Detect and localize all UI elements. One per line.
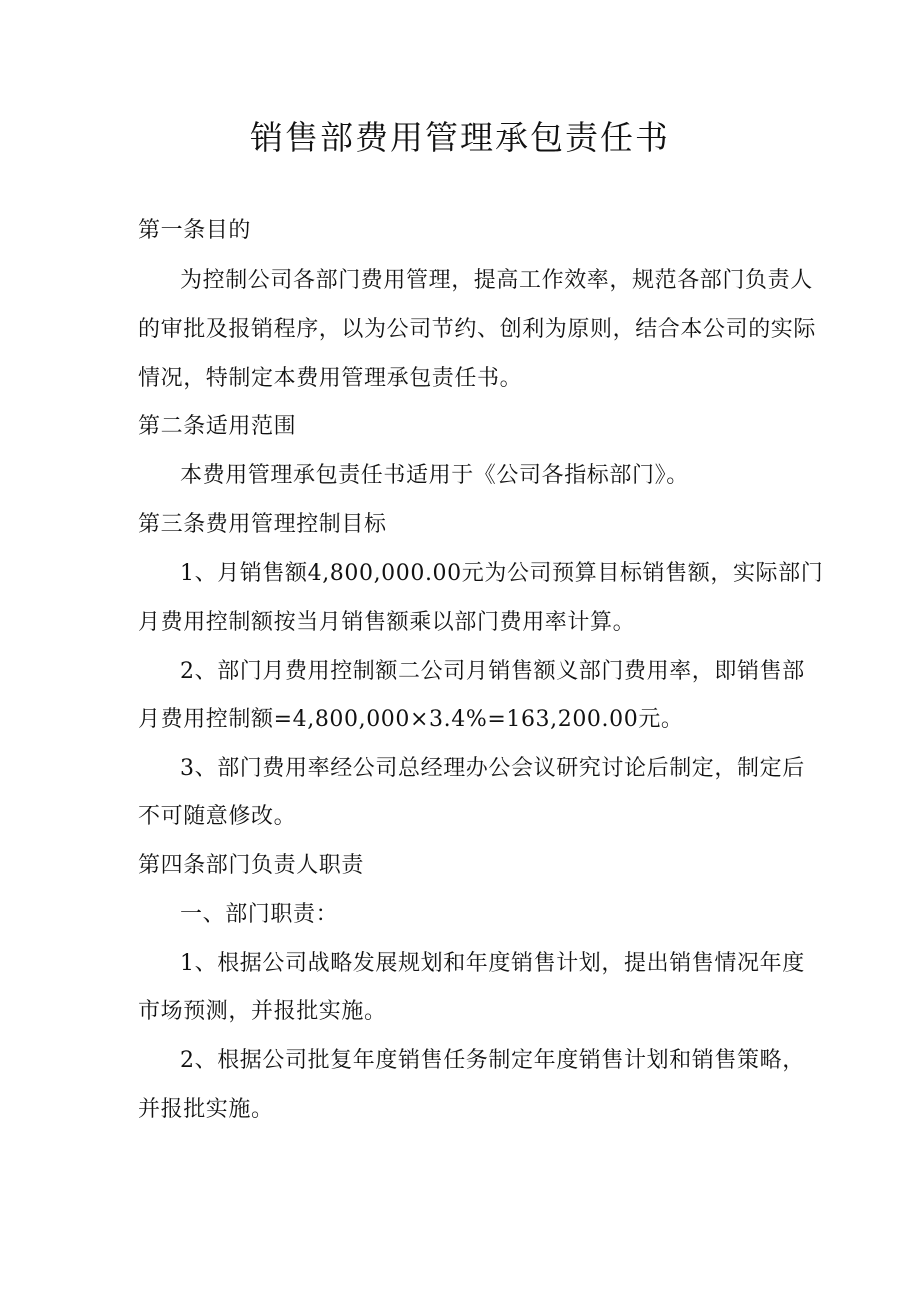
paragraph-line: 1、根据公司战略发展规划和年度销售计划，提出销售情况年度 <box>180 951 805 976</box>
paragraph-line: 为控制公司各部门费用管理，提高工作效率，规范各部门负责人 <box>180 268 813 293</box>
section-heading-3: 第三条费用管理控制目标 <box>138 512 387 537</box>
paragraph-line: 2、部门月费用控制额二公司月销售额义部门费用率，即销售部 <box>180 659 805 684</box>
paragraph-line: 市场预测，并报批实施。 <box>138 999 387 1024</box>
section-heading-1: 第一条目的 <box>138 218 252 243</box>
section-heading-2: 第二条适用范围 <box>138 414 297 439</box>
paragraph-line: 情况，特制定本费用管理承包责任书。 <box>138 366 523 391</box>
paragraph-line: 并报批实施。 <box>138 1097 274 1122</box>
paragraph-line: 2、根据公司批复年度销售任务制定年度销售计划和销售策略， <box>180 1048 805 1073</box>
paragraph-line: 不可随意修改。 <box>138 804 297 829</box>
paragraph-line: 的审批及报销程序，以为公司节约、创利为原则，结合本公司的实际 <box>138 317 817 342</box>
paragraph-line: 月费用控制额=4,800,000×3.4%=163,200.00元。 <box>138 707 684 732</box>
paragraph-line: 一、部门职责： <box>180 902 339 927</box>
paragraph-line: 1、月销售额4,800,000.00元为公司预算目标销售额，实际部门 <box>180 561 824 586</box>
paragraph-line: 本费用管理承包责任书适用于《公司各指标部门》。 <box>180 463 689 488</box>
paragraph-line: 3、部门费用率经公司总经理办公会议研究讨论后制定，制定后 <box>180 756 805 781</box>
document-title: 销售部费用管理承包责任书 <box>250 118 670 157</box>
paragraph-line: 月费用控制额按当月销售额乘以部门费用率计算。 <box>138 610 636 635</box>
section-heading-4: 第四条部门负责人职责 <box>138 853 365 878</box>
